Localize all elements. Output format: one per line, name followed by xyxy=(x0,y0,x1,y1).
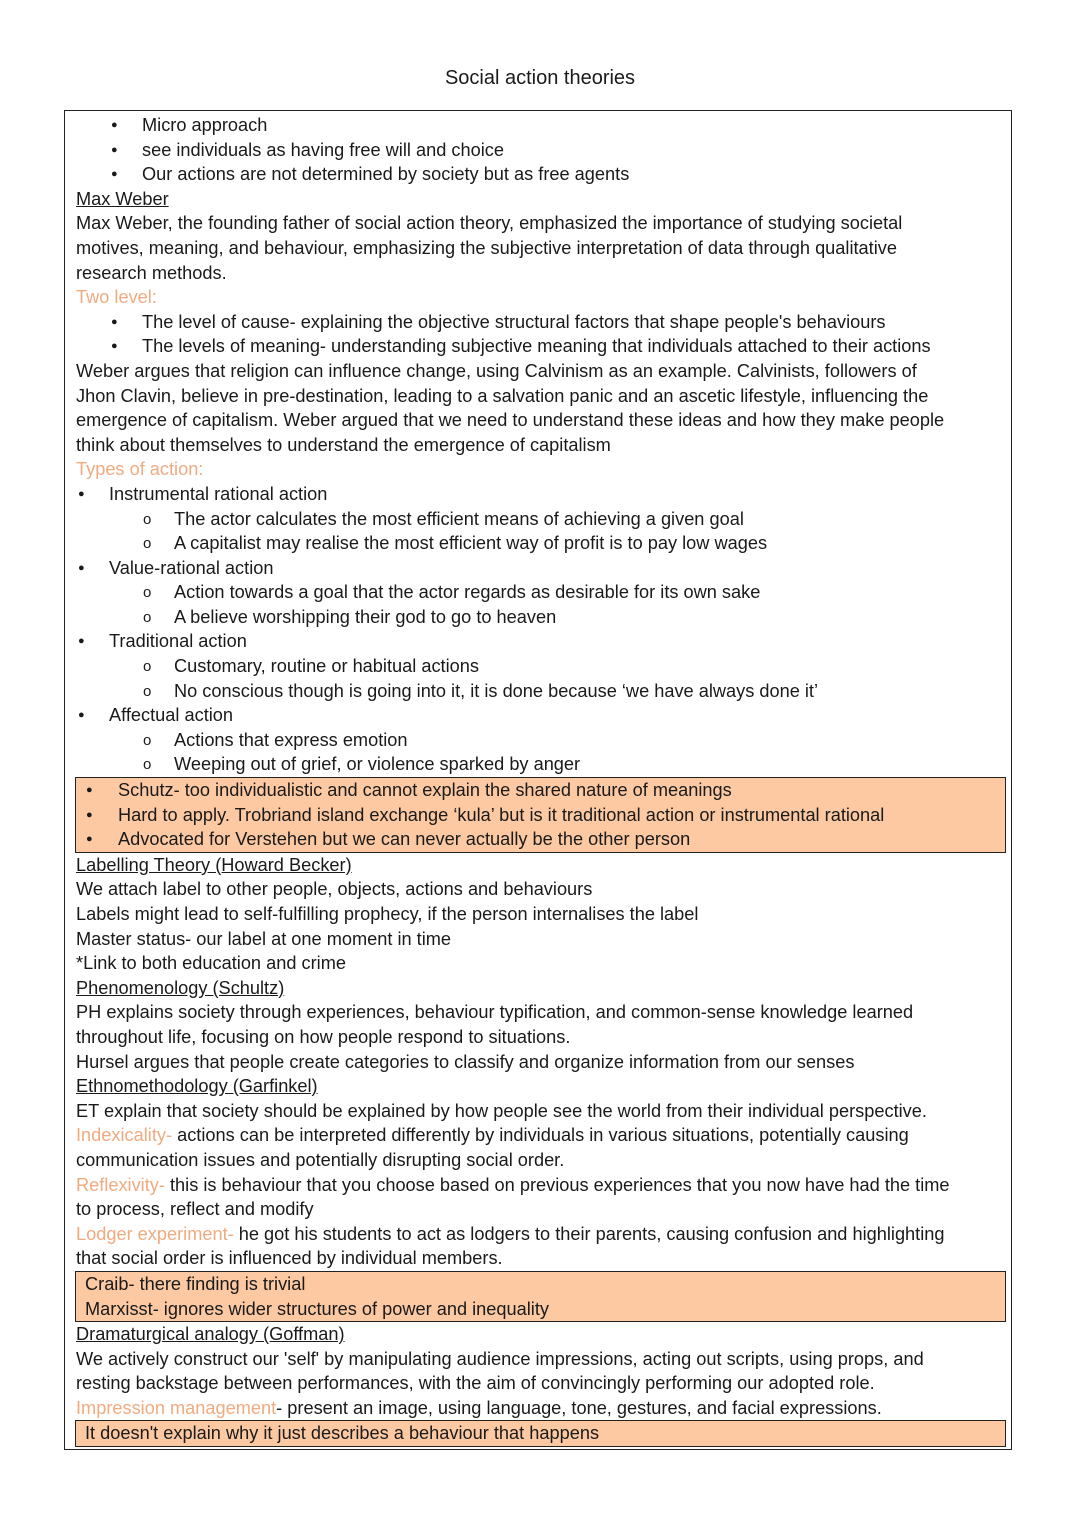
term-definition: actions can be interpreted differently by individuals in various situations, potentially causing xyxy=(172,1125,909,1146)
action-point: o No conscious though is going into it, it is done because ‘we have always done it’ xyxy=(76,679,1008,704)
list-item: ● The levels of meaning- understanding subjective meaning that individuals attached to their actions xyxy=(76,334,1008,359)
action-point: o A capitalist may realise the most efficient way of profit is to pay low wages xyxy=(76,531,1008,556)
evaluation-box-weber xyxy=(75,777,1006,853)
action-point: o The actor calculates the most efficient means of achieving a given goal xyxy=(76,507,1008,532)
action-type: ● Instrumental rational action xyxy=(76,482,1008,507)
term-definition: - present an image, using language, tone, gestures, and facial expressions. xyxy=(276,1397,882,1418)
paragraph-line: motives, meaning, and behaviour, emphasizing the subjective interpretation of data through qualitative xyxy=(76,237,897,258)
paragraph-line: Hursel argues that people create categories to classify and organize information from our senses xyxy=(76,1051,855,1072)
subheading-two-level: Two level: xyxy=(76,287,157,308)
paragraph-line: think about themselves to understand the emergence of capitalism xyxy=(76,434,611,455)
paragraph-line: We actively construct our 'self' by manipulating audience impressions, acting out scripts, using props, and xyxy=(76,1348,924,1369)
action-type: ● Value-rational action xyxy=(76,556,1008,581)
term-line-indexicality xyxy=(76,1123,1008,1148)
list-item: ● Our actions are not determined by society but as free agents xyxy=(76,162,1008,187)
page-title: Social action theories xyxy=(444,67,636,89)
action-type: ● Affectual action xyxy=(76,703,1008,728)
paragraph-line: communication issues and potentially disrupting social order. xyxy=(76,1149,565,1170)
action-point: o Actions that express emotion xyxy=(76,728,1008,753)
paragraph-line: Weber argues that religion can influence change, using Calvinism as an example. Calvinists, followers of xyxy=(76,360,917,381)
section-heading-ethnomethodology: Ethnomethodology (Garfinkel) xyxy=(76,1076,318,1097)
term-definition: this is behaviour that you choose based on previous experiences that you now have had the time xyxy=(164,1174,950,1195)
evaluation-box-ethnomethodology xyxy=(75,1271,1006,1322)
term-line-impression xyxy=(76,1396,1008,1421)
term-indexicality: Indexicality- xyxy=(76,1125,173,1146)
list-item: ● Micro approach xyxy=(76,113,1008,138)
paragraph-line: PH explains society through experiences, behaviour typification, and common-sense knowledge learned xyxy=(76,1002,914,1023)
section-heading-weber: Max Weber xyxy=(76,188,169,209)
list-item: ● The level of cause- explaining the objective structural factors that shape people's behaviours xyxy=(76,310,1008,335)
paragraph-line: Jhon Clavin, believe in pre-destination, leading to a salvation panic and an ascetic lifestyle, influencing the xyxy=(76,385,929,406)
term-reflexivity: Reflexivity- xyxy=(76,1174,165,1195)
term-lodger-experiment: Lodger experiment- xyxy=(76,1223,234,1244)
evaluation-point: ● Advocated for Verstehen but we can never actually be the other person xyxy=(76,827,1005,852)
action-point: o Customary, routine or habitual actions xyxy=(76,654,1008,679)
paragraph-line: emergence of capitalism. Weber argued that we need to understand these ideas and how they make people xyxy=(76,410,945,431)
evaluation-point: Marxisst- ignores wider structures of power and inequality xyxy=(85,1298,549,1319)
term-line-reflexivity xyxy=(76,1173,1008,1198)
paragraph-line: Max Weber, the founding father of social action theory, emphasized the importance of studying societal xyxy=(76,213,903,234)
action-point: o Weeping out of grief, or violence sparked by anger xyxy=(76,752,1008,777)
paragraph-line: *Link to both education and crime xyxy=(76,953,346,974)
paragraph-line: ET explain that society should be explained by how people see the world from their individual perspective. xyxy=(76,1100,927,1121)
notes-body xyxy=(76,113,1008,1447)
term-definition: he got his students to act as lodgers to their parents, causing confusion and highlighting xyxy=(233,1223,945,1244)
paragraph-line: resting backstage between performances, with the aim of convincingly performing our adopted role. xyxy=(76,1373,875,1394)
paragraph-line: research methods. xyxy=(76,262,227,283)
paragraph-line: We attach label to other people, objects, actions and behaviours xyxy=(76,879,593,900)
paragraph-line: to process, reflect and modify xyxy=(76,1199,314,1220)
section-heading-labelling: Labelling Theory (Howard Becker) xyxy=(76,854,352,875)
evaluation-point: ● Schutz- too individualistic and cannot explain the shared nature of meanings xyxy=(76,778,1005,803)
paragraph-line: Labels might lead to self-fulfilling prophecy, if the person internalises the label xyxy=(76,904,699,924)
action-type: ● Traditional action xyxy=(76,629,1008,654)
paragraph-line: throughout life, focusing on how people respond to situations. xyxy=(76,1026,571,1047)
paragraph-line: that social order is influenced by individual members. xyxy=(76,1248,503,1269)
paragraph-line: Master status- our label at one moment in time xyxy=(76,928,452,949)
action-point: o A believe worshipping their god to go to heaven xyxy=(76,605,1008,630)
evaluation-point: It doesn't explain why it just describes a behaviour that happens xyxy=(85,1423,600,1444)
action-point: o Action towards a goal that the actor regards as desirable for its own sake xyxy=(76,580,1008,605)
evaluation-box-dramaturgical xyxy=(75,1420,1006,1447)
section-heading-dramaturgical: Dramaturgical analogy (Goffman) xyxy=(76,1324,345,1345)
evaluation-point: ● Hard to apply. Trobriand island exchange ‘kula’ but is it traditional action or instrumental rational xyxy=(76,803,1005,828)
evaluation-point: Craib- there finding is trivial xyxy=(85,1273,306,1294)
list-item: ● see individuals as having free will and choice xyxy=(76,138,1008,163)
term-impression-management: Impression management xyxy=(76,1397,277,1418)
term-line-lodger xyxy=(76,1222,1008,1247)
section-heading-phenomenology: Phenomenology (Schultz) xyxy=(76,977,285,998)
subheading-types-of-action: Types of action: xyxy=(76,459,204,480)
